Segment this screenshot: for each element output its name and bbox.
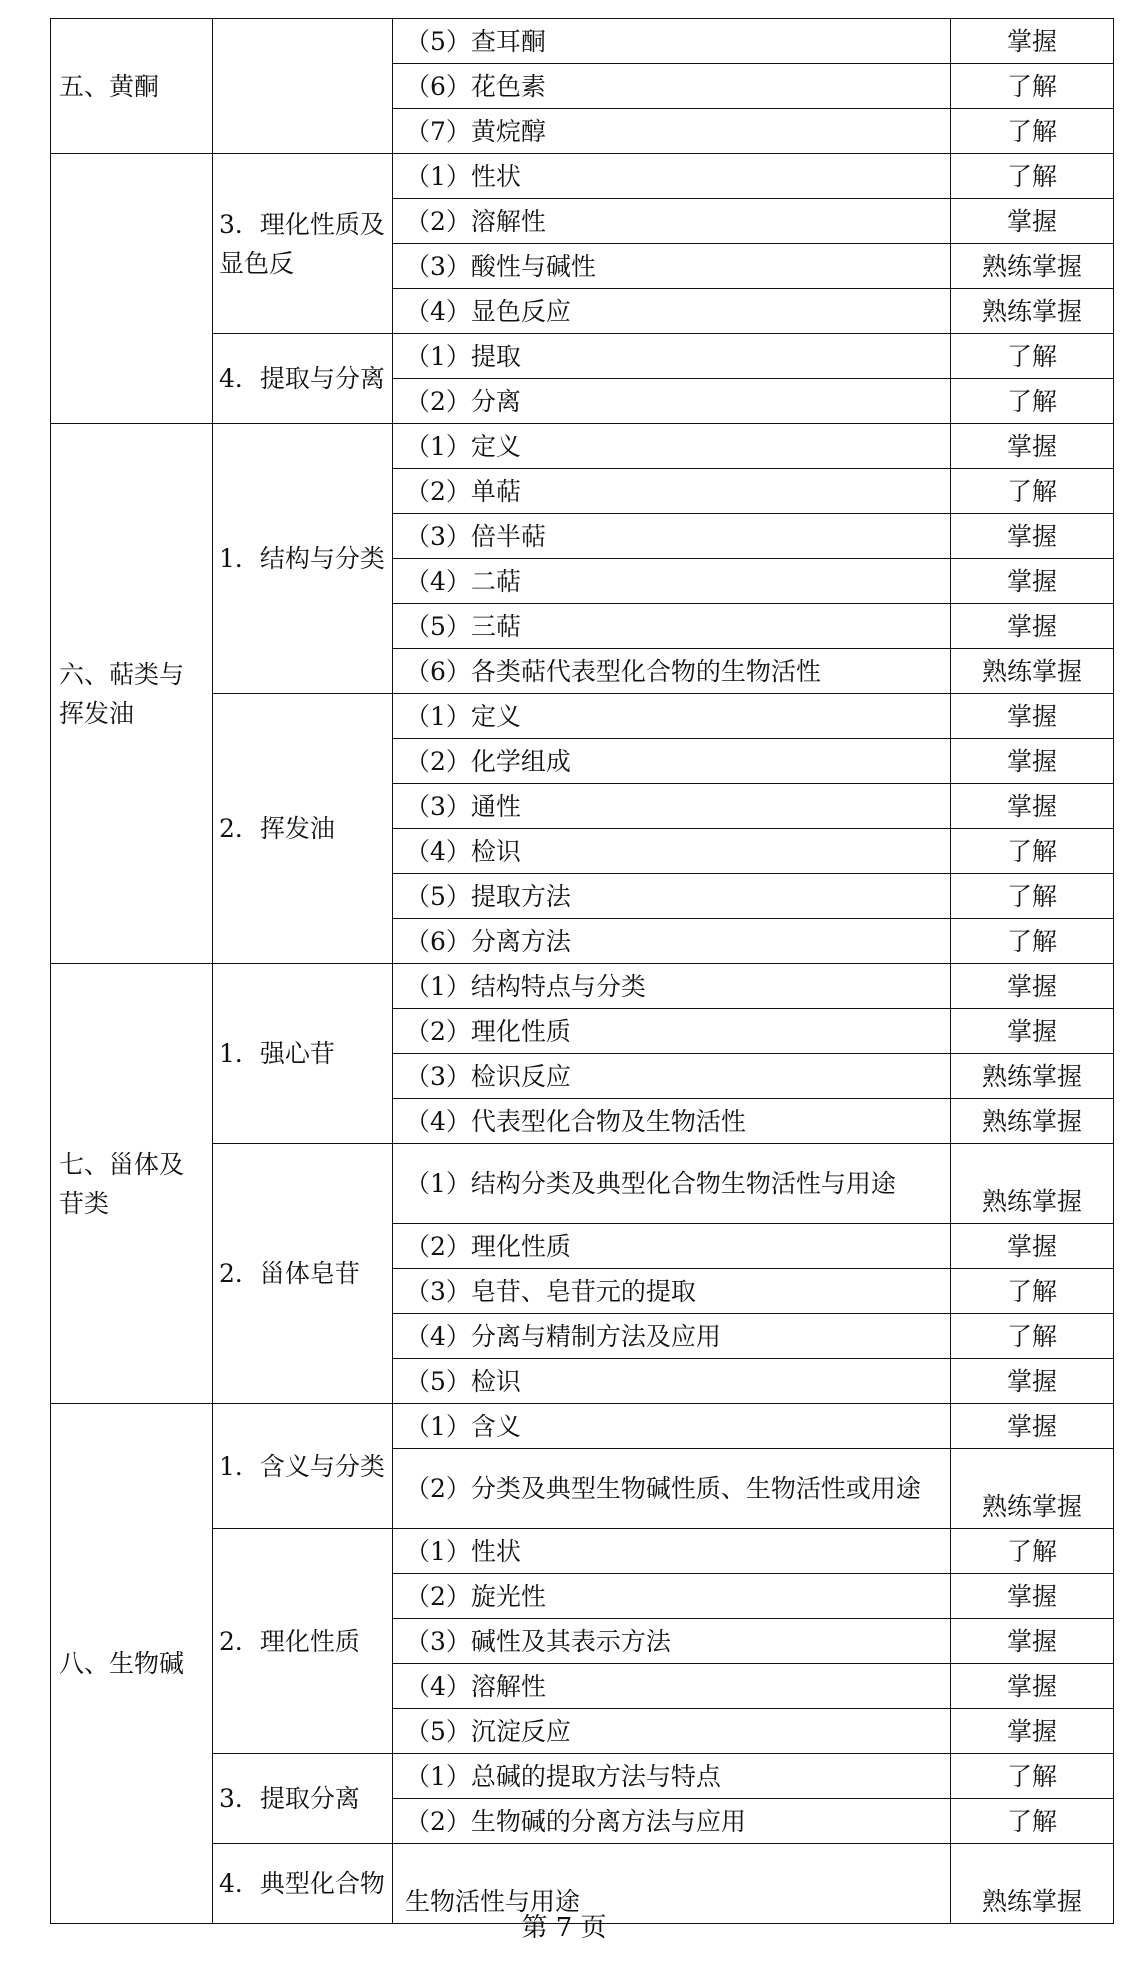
- topic-cell-continued: [51, 154, 213, 424]
- level-cell: 熟练掌握: [951, 1844, 1114, 1924]
- topic-cell: 八、生物碱: [51, 1404, 213, 1924]
- level-cell: 掌握: [951, 559, 1114, 604]
- subtopic-cell: 3．提取分离: [213, 1754, 393, 1844]
- level-cell: 掌握: [951, 1619, 1114, 1664]
- level-cell: 掌握: [951, 964, 1114, 1009]
- item-cell: （4）溶解性: [393, 1664, 951, 1709]
- item-cell: （2）理化性质: [393, 1224, 951, 1269]
- level-cell: 掌握: [951, 1664, 1114, 1709]
- item-cell: （1）性状: [393, 154, 951, 199]
- topic-cell: 七、甾体及苷类: [51, 964, 213, 1404]
- item-cell: （6）花色素: [393, 64, 951, 109]
- item-cell: （1）定义: [393, 694, 951, 739]
- level-cell: 熟练掌握: [951, 1099, 1114, 1144]
- item-cell: （1）结构分类及典型化合物生物活性与用途: [393, 1144, 951, 1224]
- level-cell: 掌握: [951, 784, 1114, 829]
- subtopic-cell: 1．强心苷: [213, 964, 393, 1144]
- item-cell: （2）理化性质: [393, 1009, 951, 1054]
- subtopic-cell-empty: [213, 19, 393, 154]
- item-cell: （1）性状: [393, 1529, 951, 1574]
- level-cell: 熟练掌握: [951, 649, 1114, 694]
- level-cell: 了解: [951, 379, 1114, 424]
- item-cell: （2）旋光性: [393, 1574, 951, 1619]
- item-cell: （2）单萜: [393, 469, 951, 514]
- level-cell: 掌握: [951, 1224, 1114, 1269]
- item-cell: （5）提取方法: [393, 874, 951, 919]
- item-cell: （5）检识: [393, 1359, 951, 1404]
- level-cell: 掌握: [951, 739, 1114, 784]
- item-cell: 生物活性与用途: [393, 1844, 951, 1924]
- level-cell: 了解: [951, 109, 1114, 154]
- level-cell: 熟练掌握: [951, 244, 1114, 289]
- level-cell: 了解: [951, 64, 1114, 109]
- item-cell: （5）沉淀反应: [393, 1709, 951, 1754]
- level-cell: 掌握: [951, 604, 1114, 649]
- item-cell: （1）含义: [393, 1404, 951, 1449]
- item-cell: （1）提取: [393, 334, 951, 379]
- level-cell: 熟练掌握: [951, 1449, 1114, 1529]
- item-cell: （3）通性: [393, 784, 951, 829]
- level-cell: 了解: [951, 874, 1114, 919]
- level-cell: 了解: [951, 1754, 1114, 1799]
- item-cell: （5）查耳酮: [393, 19, 951, 64]
- page-number: 7: [555, 1913, 573, 1943]
- footer-prefix: 第: [521, 1913, 548, 1943]
- level-cell: 了解: [951, 1269, 1114, 1314]
- item-cell: （2）分离: [393, 379, 951, 424]
- topic-label: 五、黄酮: [59, 71, 160, 101]
- subtopic-cell: 4．典型化合物: [213, 1844, 393, 1924]
- item-cell: （4）二萜: [393, 559, 951, 604]
- level-cell: 了解: [951, 1799, 1114, 1844]
- topic-cell: [51, 19, 213, 154]
- level-cell: 掌握: [951, 1404, 1114, 1449]
- subtopic-cell: 2．理化性质: [213, 1529, 393, 1754]
- item-cell: （3）酸性与碱性: [393, 244, 951, 289]
- item-cell: （2）生物碱的分离方法与应用: [393, 1799, 951, 1844]
- level-cell: 掌握: [951, 1359, 1114, 1404]
- level-cell: 掌握: [951, 1709, 1114, 1754]
- level-cell: 了解: [951, 1529, 1114, 1574]
- item-cell: （3）皂苷、皂苷元的提取: [393, 1269, 951, 1314]
- item-cell: （1）定义: [393, 424, 951, 469]
- item-cell: （2）分类及典型生物碱性质、生物活性或用途: [393, 1449, 951, 1529]
- item-cell: （3）倍半萜: [393, 514, 951, 559]
- item-cell: （5）三萜: [393, 604, 951, 649]
- level-cell: 熟练掌握: [951, 1144, 1114, 1224]
- subtopic-cell: 1．结构与分类: [213, 424, 393, 694]
- item-cell: （6）各类萜代表型化合物的生物活性: [393, 649, 951, 694]
- level-cell: 掌握: [951, 424, 1114, 469]
- subtopic-cell: 1．含义与分类: [213, 1404, 393, 1529]
- subtopic-cell: 2．甾体皂苷: [213, 1144, 393, 1404]
- item-cell: （3）检识反应: [393, 1054, 951, 1099]
- level-cell: 掌握: [951, 1009, 1114, 1054]
- level-cell: 熟练掌握: [951, 1054, 1114, 1099]
- level-cell: 了解: [951, 1314, 1114, 1359]
- level-cell: 了解: [951, 919, 1114, 964]
- subtopic-cell: 3．理化性质及显色反: [213, 154, 393, 334]
- topic-cell: 六、萜类与挥发油: [51, 424, 213, 964]
- footer-suffix: 页: [580, 1913, 607, 1943]
- level-cell: 掌握: [951, 514, 1114, 559]
- level-cell: 了解: [951, 334, 1114, 379]
- subtopic-cell: 2．挥发油: [213, 694, 393, 964]
- level-cell: 熟练掌握: [951, 289, 1114, 334]
- item-cell: （4）分离与精制方法及应用: [393, 1314, 951, 1359]
- item-cell: （6）分离方法: [393, 919, 951, 964]
- item-cell: （1）总碱的提取方法与特点: [393, 1754, 951, 1799]
- item-cell: （4）代表型化合物及生物活性: [393, 1099, 951, 1144]
- level-cell: 了解: [951, 154, 1114, 199]
- page-footer: [0, 1912, 1128, 1944]
- level-cell: 掌握: [951, 199, 1114, 244]
- level-cell: 掌握: [951, 1574, 1114, 1619]
- item-cell: （4）检识: [393, 829, 951, 874]
- subtopic-cell: 4．提取与分离: [213, 334, 393, 424]
- level-cell: 掌握: [951, 19, 1114, 64]
- syllabus-table: [50, 18, 1114, 1924]
- item-cell: （4）显色反应: [393, 289, 951, 334]
- item-cell: （2）溶解性: [393, 199, 951, 244]
- item-cell: （7）黄烷醇: [393, 109, 951, 154]
- level-cell: 了解: [951, 469, 1114, 514]
- level-cell: 了解: [951, 829, 1114, 874]
- item-cell: （3）碱性及其表示方法: [393, 1619, 951, 1664]
- level-cell: 掌握: [951, 694, 1114, 739]
- item-cell: （1）结构特点与分类: [393, 964, 951, 1009]
- item-cell: （2）化学组成: [393, 739, 951, 784]
